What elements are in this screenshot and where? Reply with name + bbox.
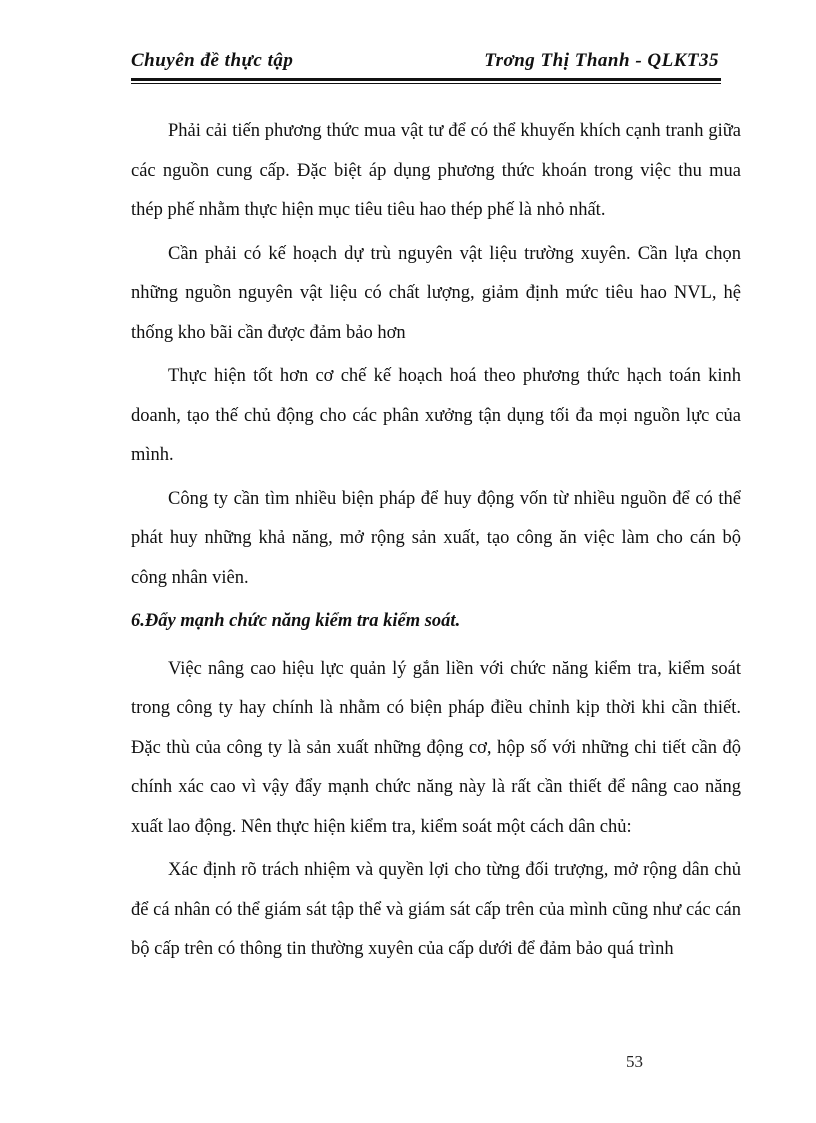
paragraph: Xác định rõ trách nhiệm và quyền lợi cho từng đối trượng, mở rộng dân chủ để cá nhân có thể giám sát tập thể và giám sát cấp trên của mình cũng như các cán bộ cấp trên có thông tin thường xuyên của cấp dưới để đảm bảo quá trình [131,860,741,959]
header-author-right: Trơng Thị Thanh - QLKT35 [484,50,719,71]
paragraph: Công ty cần tìm nhiều biện pháp để huy động vốn từ nhiều nguồn để có thể phát huy những khả năng, mở rộng sản xuất, tạo công ăn việc làm cho cán bộ công nhân viên. [131,488,741,588]
paragraph: Cần phải có kế hoạch dự trù nguyên vật liệu trường xuyên. Cần lựa chọn những nguồn nguyên vật liệu có chất lượng, giảm định mức tiêu hao NVL, hệ thống kho bãi cần được đảm bảo hơn [131,243,741,343]
paragraph: Thực hiện tốt hơn cơ chế kế hoạch hoá theo phương thức hạch toán kinh doanh, tạo thế chủ động cho các phân xưởng tận dụng tối đa mọi nguồn lực của mình. [131,366,741,465]
header-rule-thin [131,83,721,84]
paragraph: Việc nâng cao hiệu lực quản lý gắn liền với chức năng kiểm tra, kiểm soát trong công ty hay chính là nhằm có biện pháp điều chỉnh kịp thời khi cần thiết. Đặc thù của công ty là sản xuất những động cơ, hộp số với những chi tiết cần độ chính xác cao vì vậy đẩy mạnh chức năng này là rất cần thiết để nâng cao năng xuất lao động. Nên thực hiện kiểm tra, kiểm soát một cách dân chủ: [131,658,741,837]
section-heading: 6.Đẩy mạnh chức năng kiểm tra kiểm soát. [131,611,461,631]
header-rule-thick [131,78,721,81]
paragraph: Phải cải tiến phương thức mua vật tư để có thể khuyến khích cạnh tranh giữa các nguồn cung cấp. Đặc biệt áp dụng phương thức khoán trong việc thu mua thép phế nhằm thực hiện mục tiêu tiêu hao thép phế là nhỏ nhất. [131,121,741,220]
body-text [131,112,741,974]
page-number: 53 [626,1052,643,1071]
header-title-left: Chuyên đề thực tập [131,50,294,71]
page-header [131,50,721,76]
